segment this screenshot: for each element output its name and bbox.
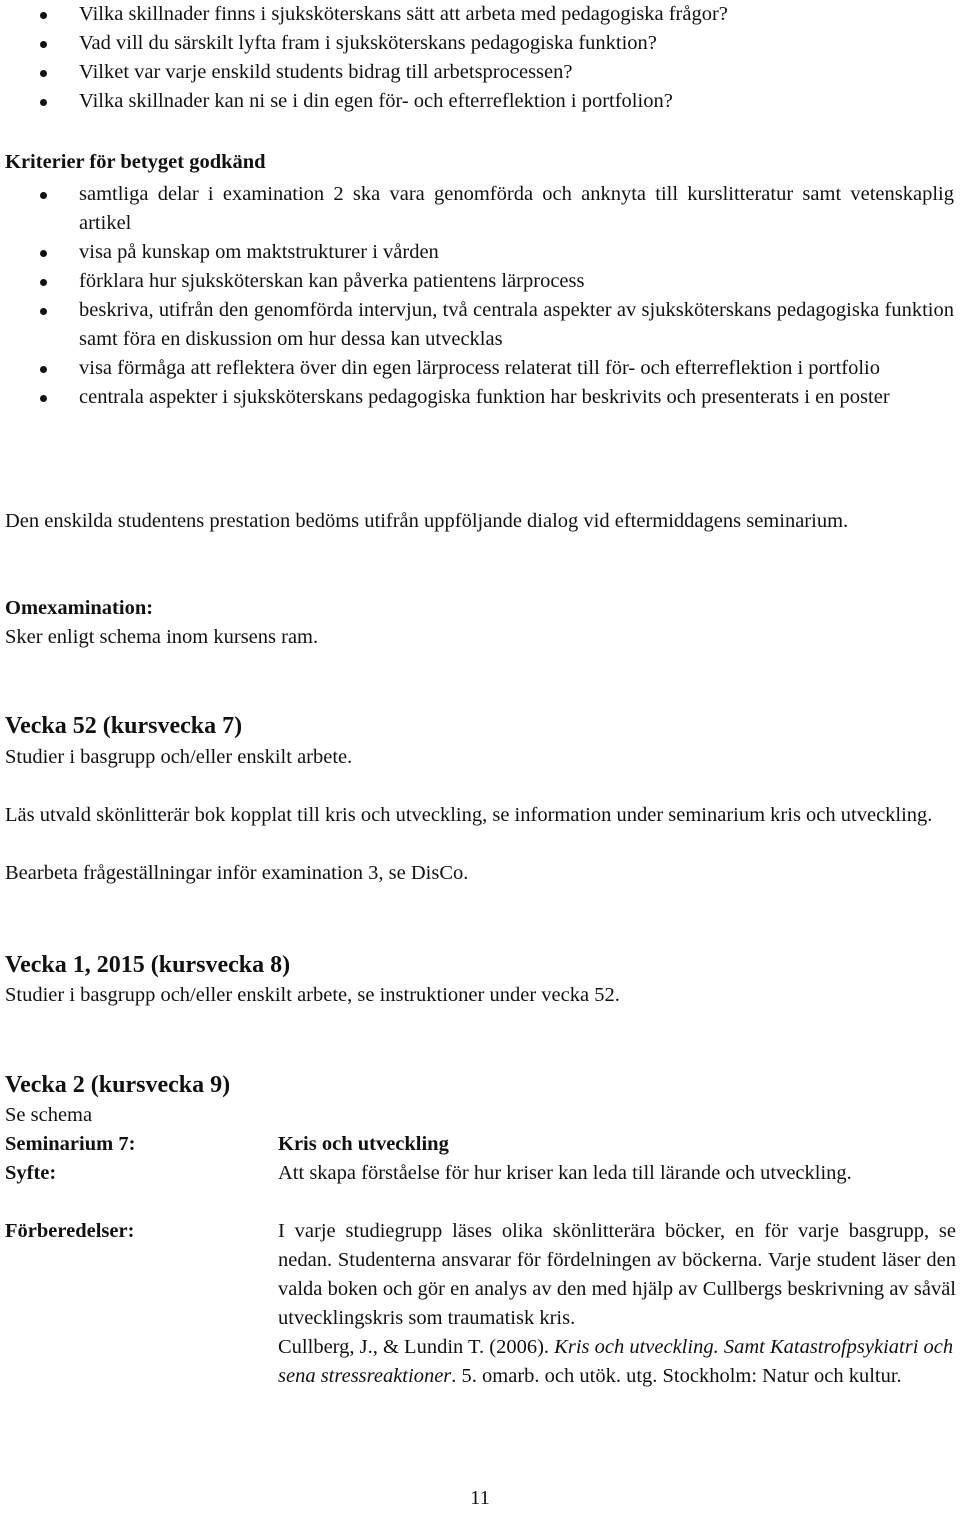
purpose-row bbox=[5, 1159, 956, 1217]
bullet-icon bbox=[40, 366, 47, 373]
week52-task: Bearbeta frågeställningar inför examination 3, se DisCo. bbox=[5, 862, 469, 884]
list-item: centrala aspekter i sjuksköterskans pedagogiska funktion har beskrivits och presenterats i en poster bbox=[0, 383, 958, 412]
reference-authors: Cullberg, J., & Lundin T. (2006). bbox=[278, 1336, 550, 1358]
bullet-icon bbox=[40, 12, 47, 19]
assessment-paragraph: Den enskilda studentens prestation bedöms utifrån uppföljande dialog vid eftermiddagens seminarium. bbox=[5, 510, 849, 532]
purpose-label: Syfte: bbox=[5, 1162, 57, 1184]
week52-paragraph: Läs utvald skönlitterär bok kopplat till kris och utveckling, se information under seminarium kris och utveckling. bbox=[5, 804, 933, 826]
bullet-icon bbox=[40, 395, 47, 402]
bullet-icon bbox=[40, 279, 47, 286]
list-item: förklara hur sjuksköterskan kan påverka patientens lärprocess bbox=[0, 267, 958, 296]
criteria-heading: Kriterier för betyget godkänd bbox=[5, 151, 266, 173]
week2-subtitle: Se schema bbox=[5, 1104, 93, 1126]
list-item: Vilka skillnader finns i sjuksköterskans sätt att arbeta med pedagogiska frågor? bbox=[0, 0, 956, 29]
criteria-list bbox=[0, 180, 958, 412]
week52-title: Vecka 52 (kursvecka 7) bbox=[5, 713, 243, 739]
question-list bbox=[0, 0, 956, 116]
bullet-icon bbox=[40, 308, 47, 315]
week1-title: Vecka 1, 2015 (kursvecka 8) bbox=[5, 952, 291, 978]
week52-subtitle: Studier i basgrupp och/eller enskilt arbete. bbox=[5, 746, 353, 768]
bullet-icon bbox=[40, 41, 47, 48]
preparation-label: Förberedelser: bbox=[5, 1220, 135, 1242]
bullet-icon bbox=[40, 192, 47, 199]
reference bbox=[278, 1333, 956, 1391]
list-item: Vad vill du särskilt lyfta fram i sjuksköterskans pedagogiska funktion? bbox=[0, 29, 956, 58]
list-item: beskriva, utifrån den genomförda intervjun, två centrala aspekter av sjuksköterskans pedagogiska funktion samt föra en diskussion om hur dessa kan utvecklas bbox=[0, 296, 958, 354]
reference-publisher: . 5. omarb. och utök. utg. Stockholm: Natur och kultur. bbox=[451, 1365, 902, 1387]
seminar-label: Seminarium 7: bbox=[5, 1133, 136, 1155]
reference-title: Kris och utveckling. Samt Katastrofpsykiatri och sena stressreaktioner bbox=[278, 1336, 954, 1387]
preparation-text bbox=[278, 1217, 956, 1391]
purpose-text: Att skapa förståelse för hur kriser kan leda till lärande och utveckling. bbox=[278, 1162, 852, 1184]
list-item: visa på kunskap om maktstrukturer i vården bbox=[0, 238, 958, 267]
preparation-paragraph: I varje studiegrupp läses olika skönlitterära böcker, en för varje basgrupp, se nedan. Studenterna ansvarar för fördelningen av böckerna. Varje student läser den valda boken och gör en analys av den med hjälp av Cullbergs beskrivning av såväl utvecklingskris som traumatisk kris. bbox=[278, 1220, 956, 1329]
preparation-row bbox=[5, 1217, 956, 1457]
list-item: samtliga delar i examination 2 ska vara genomförda och anknyta till kurslitteratur samt vetenskaplig artikel bbox=[0, 180, 958, 238]
seminar-row bbox=[5, 1130, 956, 1159]
reexam-text: Sker enligt schema inom kursens ram. bbox=[5, 626, 319, 648]
list-item: Vilka skillnader kan ni se i din egen för- och efterreflektion i portfolion? bbox=[0, 87, 956, 116]
bullet-icon bbox=[40, 250, 47, 257]
bullet-icon bbox=[40, 70, 47, 77]
list-item: visa förmåga att reflektera över din egen lärprocess relaterat till för- och efterreflektion i portfolio bbox=[0, 354, 958, 383]
seminar-title: Kris och utveckling bbox=[278, 1133, 449, 1155]
reexam-heading: Omexamination: bbox=[5, 597, 154, 619]
week1-subtitle: Studier i basgrupp och/eller enskilt arbete, se instruktioner under vecka 52. bbox=[5, 984, 620, 1006]
list-item: Vilket var varje enskild students bidrag till arbetsprocessen? bbox=[0, 58, 956, 87]
week2-title: Vecka 2 (kursvecka 9) bbox=[5, 1072, 231, 1098]
page-number: 11 bbox=[470, 1487, 490, 1509]
bullet-icon bbox=[40, 99, 47, 106]
